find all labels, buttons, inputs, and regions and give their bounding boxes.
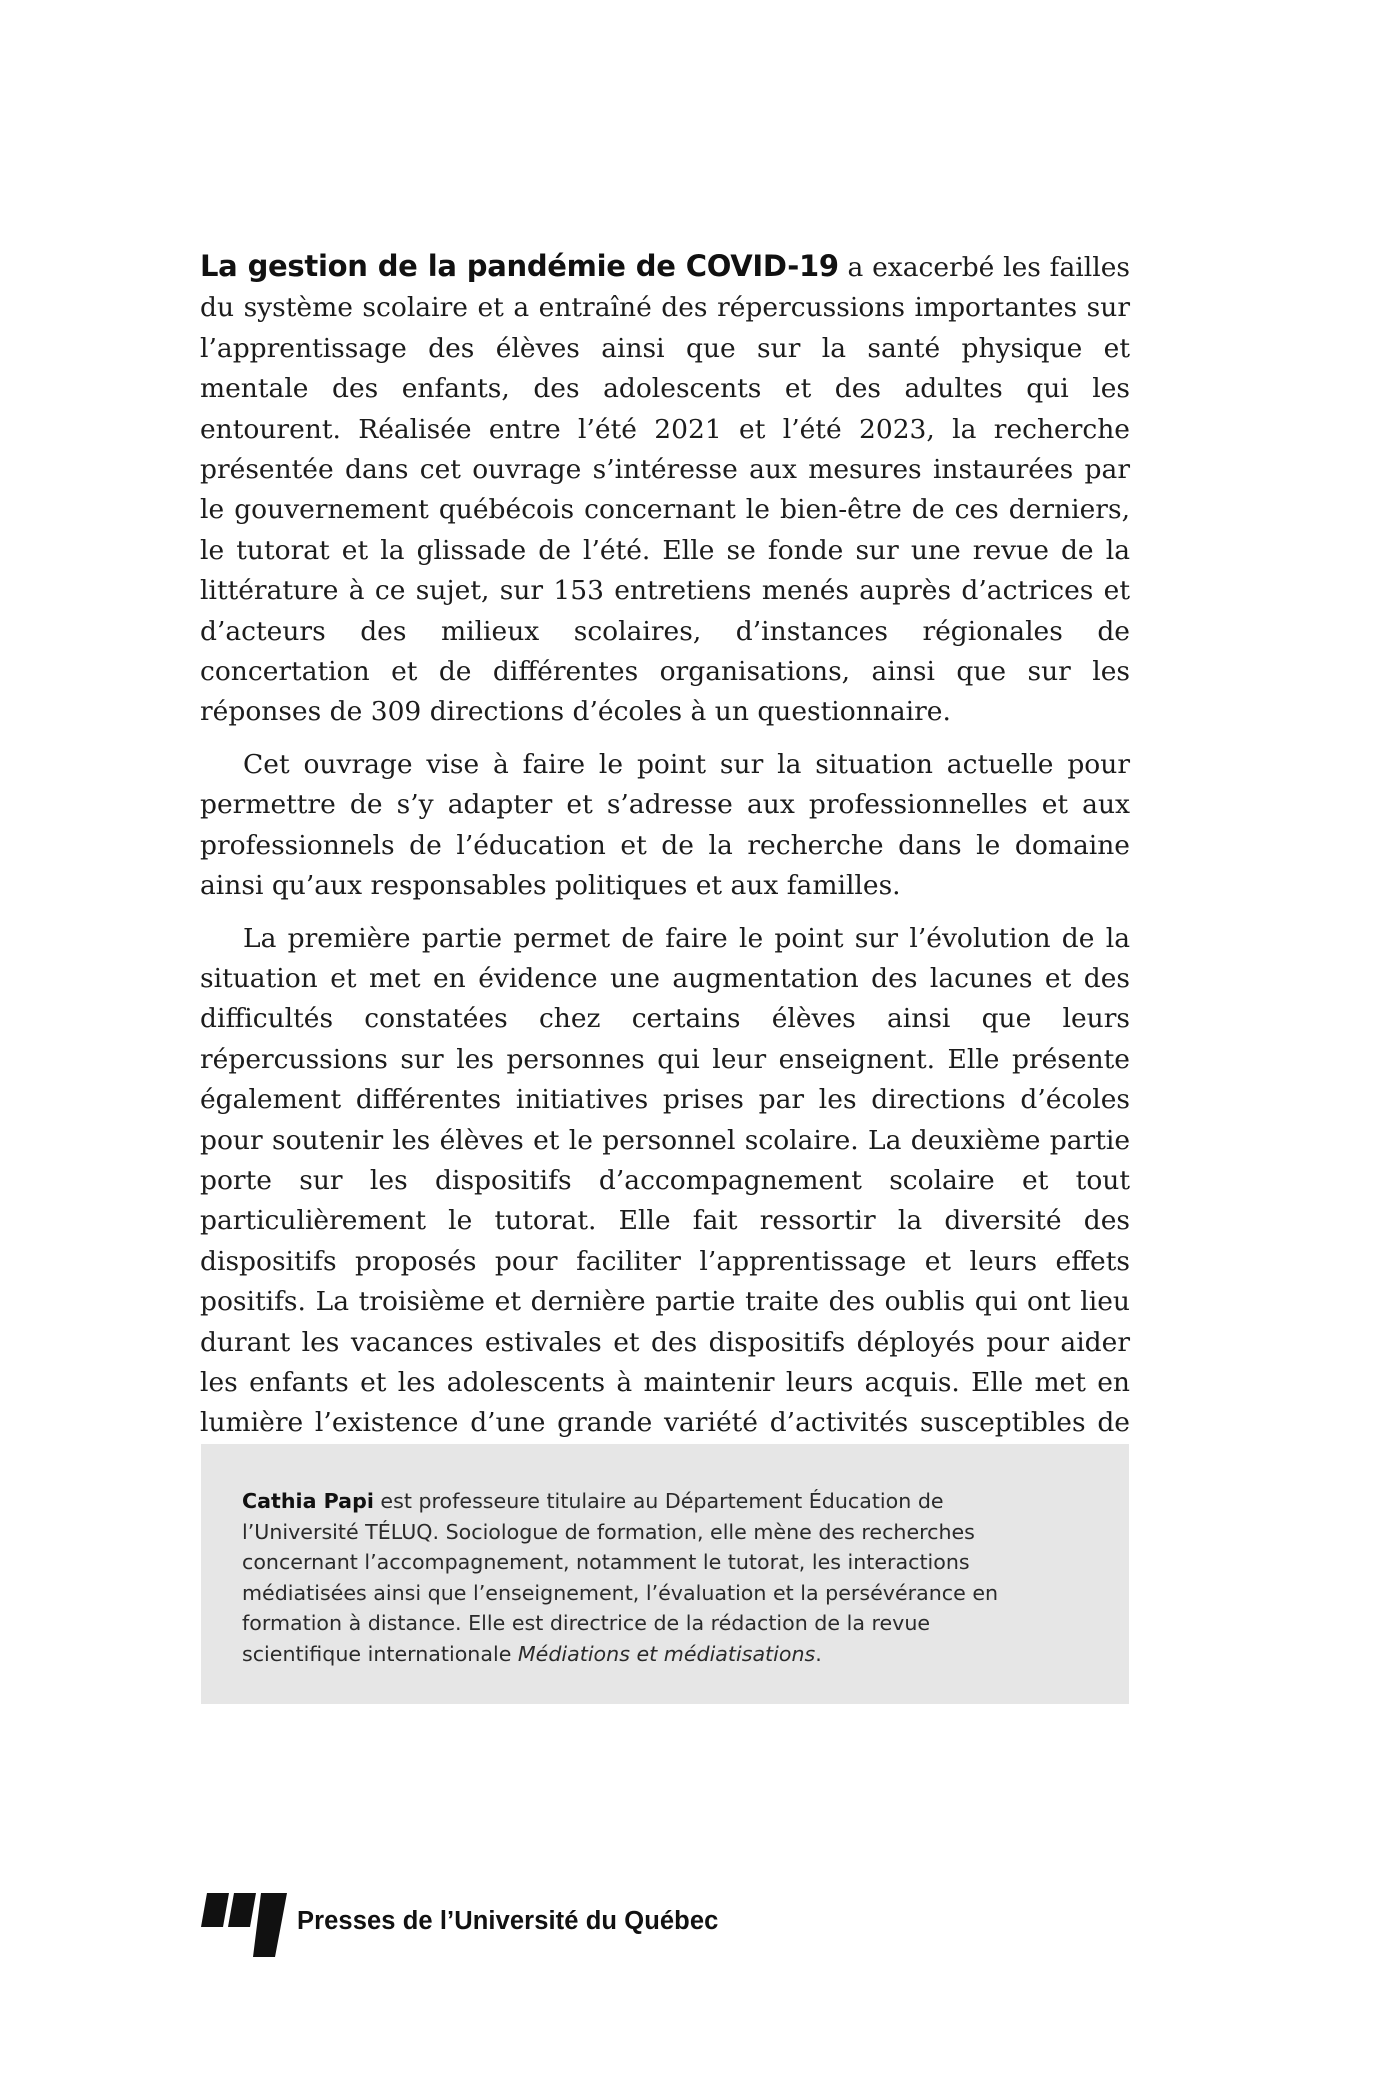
author-bio-text [242, 1486, 1022, 1669]
author-bio-body: est professeure titulaire au Département Éducation de l’Université TÉLUQ. Sociologue de formation, elle mène des recherches concernant l’accompagnement, notamment le tutorat, les interactions médiatisées ainsi que l’enseignement, l’évaluation et la persévérance en formation à distance. Elle est directrice de la rédaction de la revue scientifique internationale [242, 1489, 999, 1666]
author-name: Cathia Papi [242, 1489, 374, 1513]
back-cover-summary [200, 246, 1130, 1484]
publisher-imprint [201, 1893, 718, 1957]
author-bio-box [201, 1444, 1129, 1704]
audience-paragraph: Cet ouvrage vise à faire le point sur la situation actuelle pour permettre de s’y adapter et s’adresse aux professionnelles et aux professionnels de l’éducation et de la recherche dans le domaine ainsi qu’aux responsables politiques et aux familles. [200, 748, 1130, 902]
author-bio-end: . [815, 1641, 822, 1666]
structure-paragraph: La première partie permet de faire le point sur l’évolution de la situation et met en évidence une augmentation des lacunes et des difficultés constatées chez certains élèves ainsi que leurs répercussions sur les personnes qui leur enseignent. Elle présente également différentes initiatives prises par les directions d’écoles pour soutenir les élèves et le personnel scolaire. La deuxième partie porte sur les dispositifs d’accompagnement scolaire et tout particulièrement le tutorat. Elle fait ressortir la diversité des dispositifs proposés pour faciliter l’apprentissage et leurs effets positifs. La troisième et dernière partie traite des oublis qui ont lieu durant les vacances estivales et des dispositifs déployés pour aider les enfants et les adolescents à maintenir leurs acquis. Elle met en lumière l’existence d’une grande variété d’activités susceptibles de [200, 922, 1130, 1439]
intro-paragraph [200, 246, 1130, 733]
puq-logo-icon [201, 1893, 289, 1957]
journal-title: Médiations et médiatisations [517, 1641, 816, 1666]
publisher-name: Presses de l’Université du Québec [297, 1907, 719, 1935]
intro-paragraph-text: a exacerbé les failles du système scolaire et a entraîné des répercussions importantes sur l’apprentissage des élèves ainsi que sur la santé physique et mentale des enfants, des adolescents et des adultes qui les entourent. Réalisée entre l’été 2021 et l’été 2023, la recherche présentée dans cet ouvrage s’intéresse aux mesures instaurées par le gouvernement québécois concernant le bien-être de ces derniers, le tutorat et la glissade de l’été. Elle se fonde sur une revue de la littérature à ce sujet, sur 153 entretiens menés auprès d’actrices et d’acteurs des milieux scolaires, d’instances régionales de concertation et de différentes organisations, ainsi que sur les réponses de 309 directions d’écoles à un questionnaire. [200, 252, 1130, 728]
intro-lead-heading: La gestion de la pandémie de COVID-19 [200, 249, 839, 283]
